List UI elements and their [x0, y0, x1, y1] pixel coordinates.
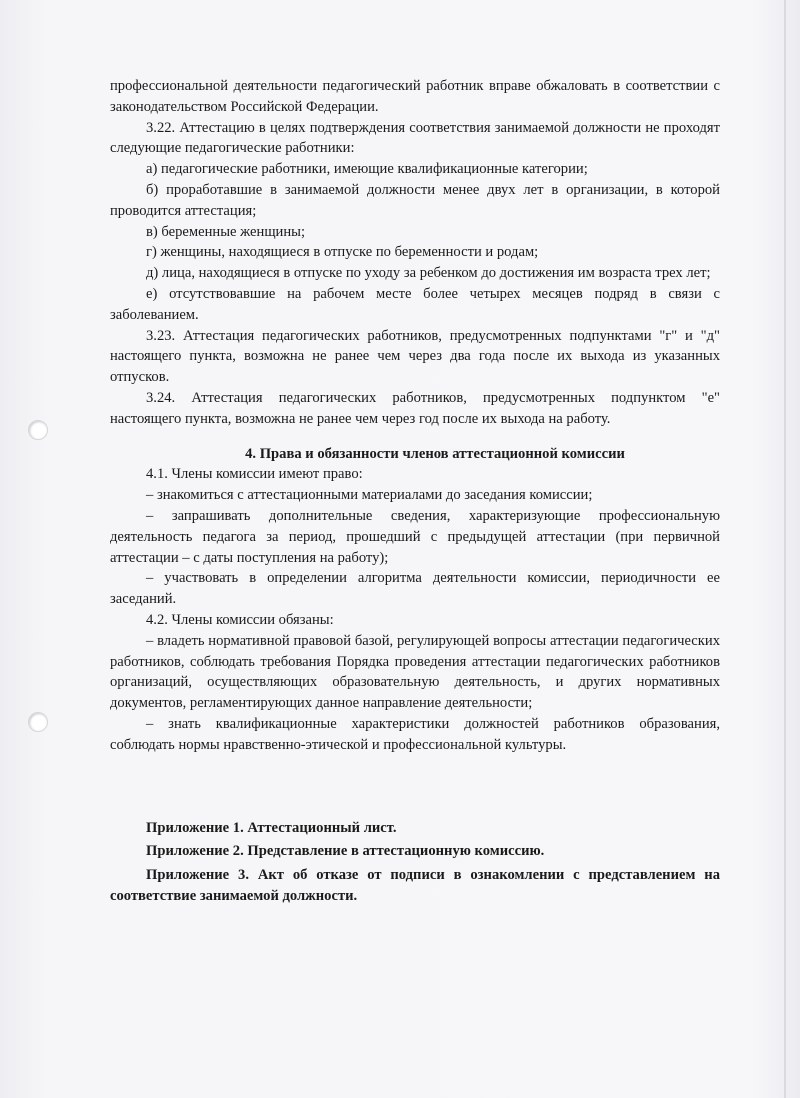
paragraph-4-1: 4.1. Члены комиссии имеют право:	[146, 466, 363, 483]
rights-item: – запрашивать дополнительные сведения, характеризующие профессиональную деятельность педагога за период, прошедший с предыдущей аттестации (при первичной аттестации – с даты поступления на работу);	[110, 507, 720, 566]
punch-hole	[28, 712, 48, 732]
list-item-e: е) отсутствовавшие на рабочем месте более четырех месяцев подряд в связи с заболеванием.	[110, 285, 720, 323]
duties-item: – владеть нормативной правовой базой, регулирующей вопросы аттестации педагогических работников, соблюдать требования Порядка проведения аттестации педагогических работников организаций, осуществляющих образовательную деятельность, и других нормативных документов, регламентирующих данное направление деятельности;	[110, 632, 720, 712]
section-4-heading: 4. Права и обязанности членов аттестационной комиссии	[245, 445, 625, 462]
appendix-1: Приложение 1. Аттестационный лист.	[146, 819, 397, 836]
paragraph-continuation: профессиональной деятельности педагогический работник вправе обжаловать в соответствии с законодательством Российской Федерации.	[110, 78, 720, 115]
rights-item: – знакомиться с аттестационными материалами до заседания комиссии;	[146, 487, 593, 504]
punch-hole	[28, 420, 48, 440]
rights-item: – участвовать в определении алгоритма деятельности комиссии, периодичности ее заседаний.	[110, 570, 720, 608]
paragraph-3-23: 3.23. Аттестация педагогических работников, предусмотренных подпунктами "г" и "д" настоящего пункта, возможна не ранее чем через два года после их выхода из указанных отпусков.	[110, 327, 720, 386]
list-item-a: а) педагогические работники, имеющие квалификационные категории;	[146, 161, 588, 178]
paragraph-3-24: 3.24. Аттестация педагогических работников, предусмотренных подпунктом "е" настоящего пункта, возможна не ранее чем через год после их выхода на работу.	[110, 389, 720, 427]
appendix-3: Приложение 3. Акт об отказе от подписи в ознакомлении с представлением на соответствие занимаемой должности.	[110, 867, 720, 904]
duties-item: – знать квалификационные характеристики должностей работников образования, соблюдать нормы нравственно-этической и профессиональной культуры.	[110, 715, 720, 753]
appendix-2: Приложение 2. Представление в аттестационную комиссию.	[146, 843, 545, 860]
list-item-g: г) женщины, находящиеся в отпуске по беременности и родам;	[146, 244, 539, 261]
spacer	[110, 756, 720, 818]
paragraph-4-2: 4.2. Члены комиссии обязаны:	[146, 611, 334, 628]
list-item-d: д) лица, находящиеся в отпуске по уходу за ребенком до достижения им возраста трех лет;	[146, 265, 711, 282]
list-item-v: в) беременные женщины;	[146, 223, 306, 240]
document-body	[110, 76, 720, 907]
paragraph-3-22: 3.22. Аттестацию в целях подтверждения соответствия занимаемой должности не проходят следующие педагогические работники:	[110, 119, 720, 157]
page-edge	[784, 0, 786, 1098]
list-item-b: б) проработавшие в занимаемой должности менее двух лет в организации, в которой проводится аттестация;	[110, 181, 720, 219]
